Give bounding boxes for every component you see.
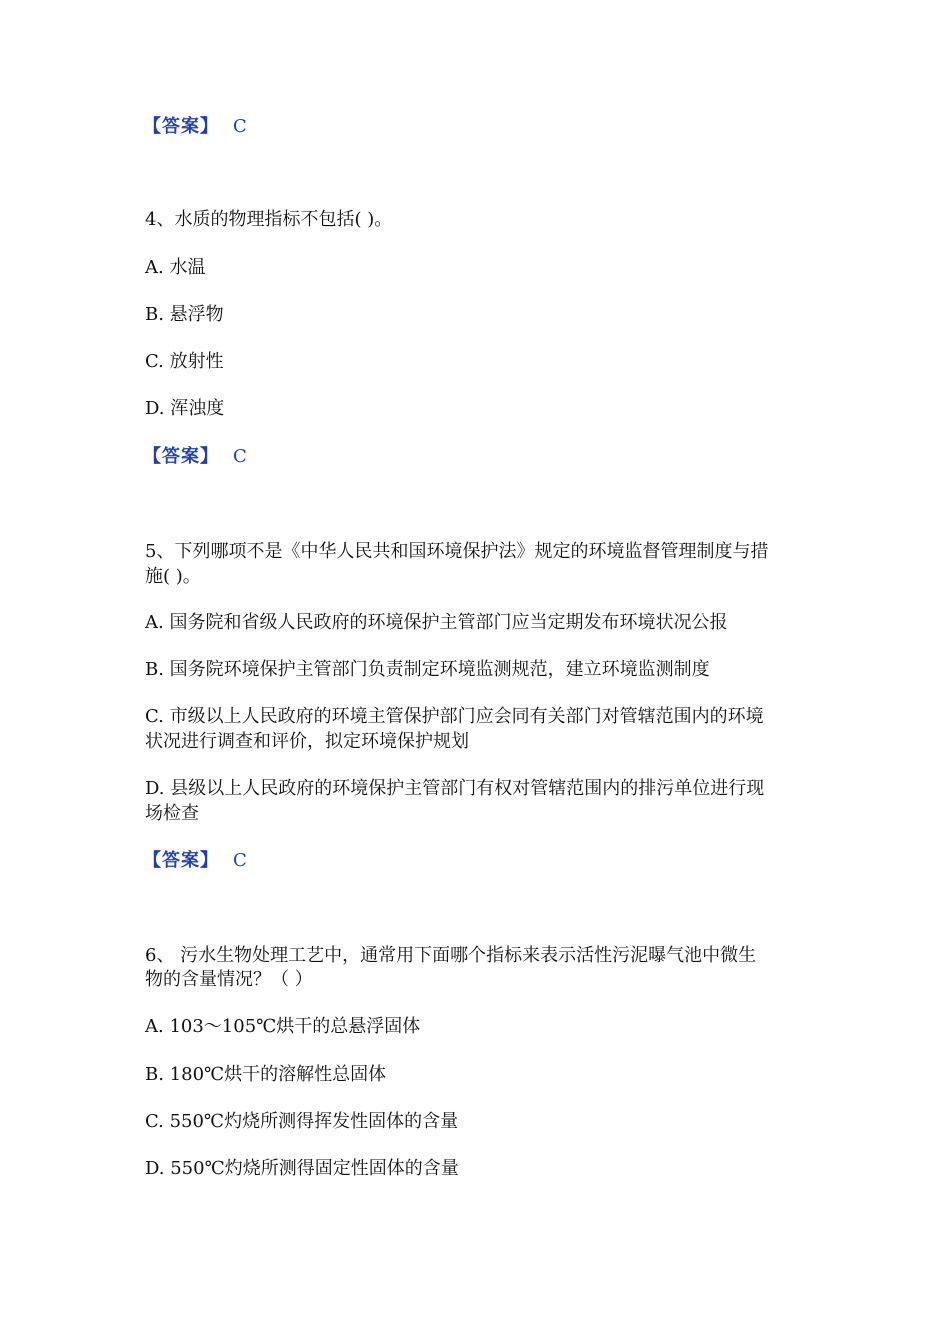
q6-option-a: A. 103～105℃烘干的总悬浮固体 xyxy=(145,1016,421,1037)
answer-line-q4 xyxy=(143,445,247,469)
q5-option-c-line-2: 状况进行调查和评价，拟定环境保护规划 xyxy=(145,731,469,752)
question-5-text-line-1: 5、下列哪项不是《中华人民共和国环境保护法》规定的环境监督管理制度与措 xyxy=(145,541,769,562)
q6-option-b: B. 180℃烘干的溶解性总固体 xyxy=(145,1064,387,1085)
q4-option-b: B. 悬浮物 xyxy=(145,304,224,325)
q4-option-a: A. 水温 xyxy=(145,257,206,278)
answer-tag: 【答案】 xyxy=(143,850,219,871)
q4-option-d: D. 浑浊度 xyxy=(145,398,225,419)
question-4-text: 4、水质的物理指标不包括( )。 xyxy=(145,209,393,230)
q5-option-a: A. 国务院和省级人民政府的环境保护主管部门应当定期发布环境状况公报 xyxy=(145,612,728,633)
answer-line-q3 xyxy=(143,115,247,139)
q5-option-d-line-2: 场检查 xyxy=(145,803,199,824)
q5-option-d-line-1: D. 县级以上人民政府的环境保护主管部门有权对管辖范围内的排污单位进行现 xyxy=(145,778,765,799)
q5-option-b: B. 国务院环境保护主管部门负责制定环境监测规范，建立环境监测制度 xyxy=(145,659,710,680)
q6-option-d: D. 550℃灼烧所测得固定性固体的含量 xyxy=(145,1158,459,1179)
question-5-text-line-2: 施( )。 xyxy=(145,566,201,587)
q6-option-c: C. 550℃灼烧所测得挥发性固体的含量 xyxy=(145,1111,459,1132)
answer-value: C xyxy=(233,116,247,137)
answer-value: C xyxy=(233,850,247,871)
q4-option-c: C. 放射性 xyxy=(145,351,224,372)
question-6-text-line-2: 物的含量情况？（ ） xyxy=(145,969,313,990)
answer-value: C xyxy=(233,446,247,467)
answer-tag: 【答案】 xyxy=(143,446,219,467)
question-6-text-line-1: 6、 污水生物处理工艺中，通常用下面哪个指标来表示活性污泥曝气池中微生 xyxy=(145,945,757,966)
answer-line-q5 xyxy=(143,849,247,873)
q5-option-c-line-1: C. 市级以上人民政府的环境主管保护部门应会同有关部门对管辖范围内的环境 xyxy=(145,706,764,727)
answer-tag: 【答案】 xyxy=(143,116,219,137)
